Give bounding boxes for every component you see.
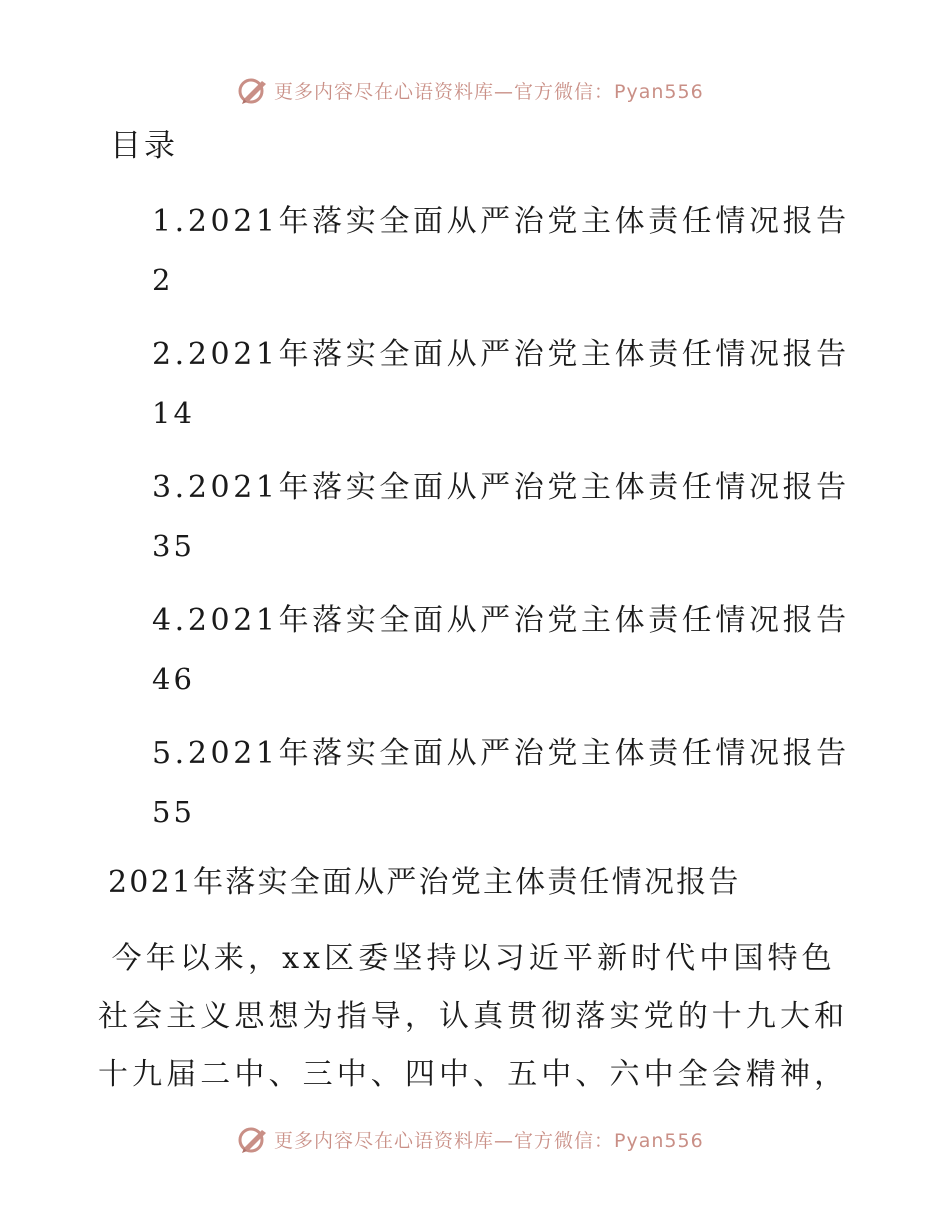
toc-item[interactable] [152, 464, 852, 597]
paragraph-line: 今年以来，xx区委坚持以习近平新时代中国特色 [98, 941, 836, 976]
footer-watermark [236, 1124, 704, 1154]
toc-item-label: 3.2021年落实全面从严治党主体责任情况报告 [152, 470, 850, 505]
watermark-text: 更多内容尽在心语资料库—官方微信：Pyan556 [274, 1129, 704, 1152]
paragraph-line: 社会主义思想为指导，认真贯彻落实党的十九大和 [98, 999, 849, 1034]
toc-item-label: 1.2021年落实全面从严治党主体责任情况报告 [152, 204, 850, 239]
toc-item-page: 14 [152, 396, 195, 430]
toc-item[interactable] [152, 331, 852, 464]
toc-item-page: 46 [152, 662, 195, 696]
toc-item[interactable] [152, 597, 852, 730]
toc-item-label: 4.2021年落实全面从严治党主体责任情况报告 [152, 603, 850, 638]
pen-logo-icon [236, 75, 270, 105]
toc-item-page: 35 [152, 529, 195, 563]
paragraph-line: 十九届二中、三中、四中、五中、六中全会精神， [98, 1057, 849, 1092]
toc-item[interactable] [152, 730, 852, 863]
toc-item-label: 2.2021年落实全面从严治党主体责任情况报告 [152, 337, 850, 372]
toc-item-page: 55 [152, 795, 195, 829]
watermark-text: 更多内容尽在心语资料库—官方微信：Pyan556 [274, 80, 704, 103]
header-watermark [236, 75, 704, 105]
toc-title: 目录 [110, 128, 178, 164]
toc-item-page: 2 [152, 263, 174, 297]
body-paragraph [98, 930, 858, 1104]
document-heading: 2021年落实全面从严治党主体责任情况报告 [108, 865, 741, 900]
toc-item[interactable] [152, 198, 852, 331]
pen-logo-icon [236, 1124, 270, 1154]
toc-list [152, 198, 852, 863]
toc-item-label: 5.2021年落实全面从严治党主体责任情况报告 [152, 736, 850, 771]
